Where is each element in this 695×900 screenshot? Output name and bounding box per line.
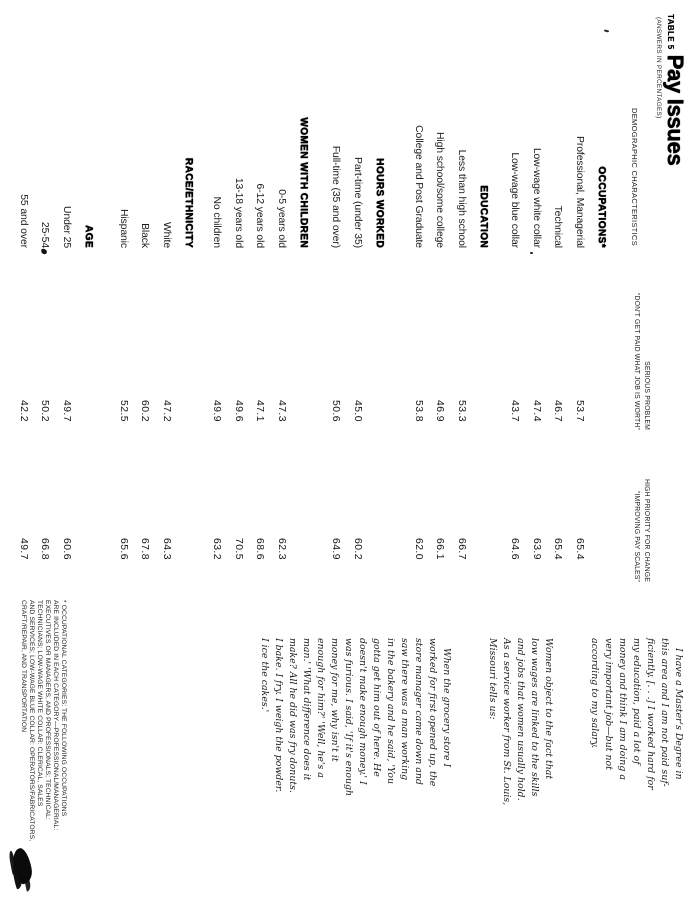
value-high-priority: 62.0 [413,537,424,560]
intro-line: low wages are linked to the skills [529,638,540,797]
intro-line: As a service worker from St. Louis, [501,638,512,806]
quote-line: very important job—but not [603,638,614,770]
section-header: WOMEN WITH CHILDREN [298,117,309,248]
value-serious-problem: 45.0 [352,399,363,422]
ink-speck [40,248,47,255]
value-serious-problem: 49.7 [61,399,72,422]
value-high-priority: 66.8 [39,537,51,560]
row-label: Professional, Managerial [574,136,585,248]
value-high-priority: 66.1 [434,537,446,560]
quote-line: in the bakery and he said, 'You [385,638,396,785]
value-high-priority: 63.2 [211,537,223,560]
value-high-priority: 68.6 [254,537,266,560]
value-serious-problem: 60.2 [139,399,151,422]
value-high-priority: 60.6 [61,537,72,560]
footnote-line: TECHNICIANS; LOW-WAGE WHITE COLLAR: CLERICAL, SALES [36,600,44,807]
quote-line: money and think I am doing a [617,638,628,780]
quote-line: make? All he did was fry donuts. [287,638,298,793]
value-serious-problem: 53.8 [413,399,424,422]
value-high-priority: 66.7 [456,537,467,560]
row-label: Black [139,223,151,248]
quote-line: saw there was a man working [399,638,410,781]
row-label: Technical [552,205,564,248]
quote-line: I have a Master's Degree in [673,648,684,780]
value-high-priority: 64.6 [509,537,521,560]
row-label: No children [211,196,223,248]
value-serious-problem: 49.9 [211,399,223,422]
footnote-line: * OCCUPATIONAL CATEGORIES: THE FOLLOWING OCCUPATIONS [60,600,67,817]
intro-line: Missouri tells us: [487,638,498,720]
quote-block-1 [587,638,685,790]
value-high-priority: 49.7 [18,537,29,560]
value-high-priority: 67.8 [139,537,151,560]
value-serious-problem: 46.9 [434,399,446,422]
quote-line: money for me, why isn't it [329,638,340,762]
intro-paragraph [485,638,555,805]
value-serious-problem: 43.7 [509,399,521,422]
value-serious-problem: 47.4 [531,399,542,422]
section-header: AGE [83,224,94,248]
quote-line: store manager came down and [413,638,424,785]
value-serious-problem: 47.2 [161,399,172,422]
intro-line: and jobs that women usually hold. [515,638,526,801]
quote-line: When the grocery store I [441,648,452,768]
row-label: 13-18 years old [233,177,244,248]
intro-line: Women object to the fact that [543,638,554,780]
value-serious-problem: 50.6 [330,399,342,422]
table-number-label: TABLE 5 [666,14,675,50]
column-header-high-priority-line1: HIGH PRIORITY FOR CHANGE [643,478,650,582]
footnote-line: EXECUTIVES OR MANAGERS, AND PROFESSIONALS; TECHNICAL: [44,600,52,820]
table-title: Pay Issues [663,54,688,166]
row-label: Less than high school [456,149,467,248]
row-label: White [161,221,172,248]
row-label: Part-time (under 35) [352,157,363,248]
value-serious-problem: 53.7 [574,399,585,422]
quote-line: according to my salary. [589,638,600,749]
value-high-priority: 65.6 [118,537,129,560]
section-header: EDUCATION [478,185,489,248]
column-header-high-priority [632,390,651,582]
row-label: 6-12 years old [254,183,266,248]
row-label: 25-54 [39,221,51,248]
row-label: 0-5 years old [276,189,287,248]
value-serious-problem: 52.5 [118,399,129,422]
ink-speck [604,29,609,32]
value-high-priority: 64.3 [161,537,172,560]
row-label: Hispanic [118,208,129,248]
section-header: RACE/ETHNICITY [183,157,194,248]
column-header-serious-problem-line1: SERIOUS PROBLEM [643,361,650,430]
quote-line: doesn't make enough money.' I [357,638,368,785]
value-serious-problem: 46.7 [552,399,564,422]
quote-line: I bake. I fry. I weigh the powder. [273,638,284,793]
quote-line: my education, paid a lot of [631,638,642,765]
quote-line: was furious. I said, 'If it's enough [343,638,354,797]
quote-block-2 [257,638,453,796]
section-header: OCCUPATIONS* [596,166,607,248]
value-high-priority: 60.2 [352,537,363,560]
value-serious-problem: 53.3 [456,399,467,422]
quote-line: enough for him?' 'Well, he's a [315,638,326,778]
row-label: Low-wage white collar [531,147,542,248]
footnote-line: ARE INCLUDED IN EACH CATEGORY—PROFESSIONAL/MANAGERIAL: [52,600,60,831]
value-serious-problem: 47.3 [276,399,287,422]
quote-line: gotta get him out of here. He [371,638,382,777]
footnote-line: AND SERVICES; LOW-WAGE BLUE COLLAR: OPERATORS/FABRICATORS, [28,600,36,842]
value-serious-problem: 42.2 [18,399,29,422]
row-label: Full-time (35 and over) [330,145,342,248]
quote-line: I ice the cakes.' [259,638,270,713]
value-high-priority: 62.3 [276,537,287,560]
quote-line: this area and I am not paid suf- [659,638,670,787]
value-serious-problem: 49.6 [233,399,244,422]
page-title [662,14,688,165]
table-subtitle: (ANSWERS IN PERCENTAGES) [655,17,662,119]
value-high-priority: 65.4 [574,537,585,560]
value-high-priority: 63.9 [531,537,542,560]
value-high-priority: 64.9 [330,537,342,560]
row-label: 55 and over [18,194,29,248]
value-serious-problem: 47.1 [254,399,266,422]
ink-speck [530,252,533,254]
value-serious-problem: 50.2 [39,399,51,422]
column-header-demographics: DEMOGRAPHIC CHARACTERISTICS [630,108,639,246]
row-label: Under 25 [61,206,72,248]
column-header-high-priority-line2: “IMPROVING PAY SCALES” [633,491,641,582]
row-label: College and Post Graduate [413,125,424,248]
quote-line: ficiently. [. . .] I worked hard for [645,638,656,790]
footnote-line: CRAFT/REPAIR, AND TRANSPORTATION [20,600,28,733]
section-header: HOURS WORKED [374,158,385,248]
value-high-priority: 70.5 [233,537,244,560]
quote-line: man.' 'What difference does it [301,638,312,781]
quote-line: worked for first opened up, the [427,638,438,787]
value-high-priority: 65.4 [552,537,564,560]
row-label: Low-wage blue collar [509,152,521,248]
column-header-serious-problem-line2: “DON'T GET PAID WHAT JOB IS WORTH” [633,293,641,430]
row-label: High school/some college [434,131,446,248]
